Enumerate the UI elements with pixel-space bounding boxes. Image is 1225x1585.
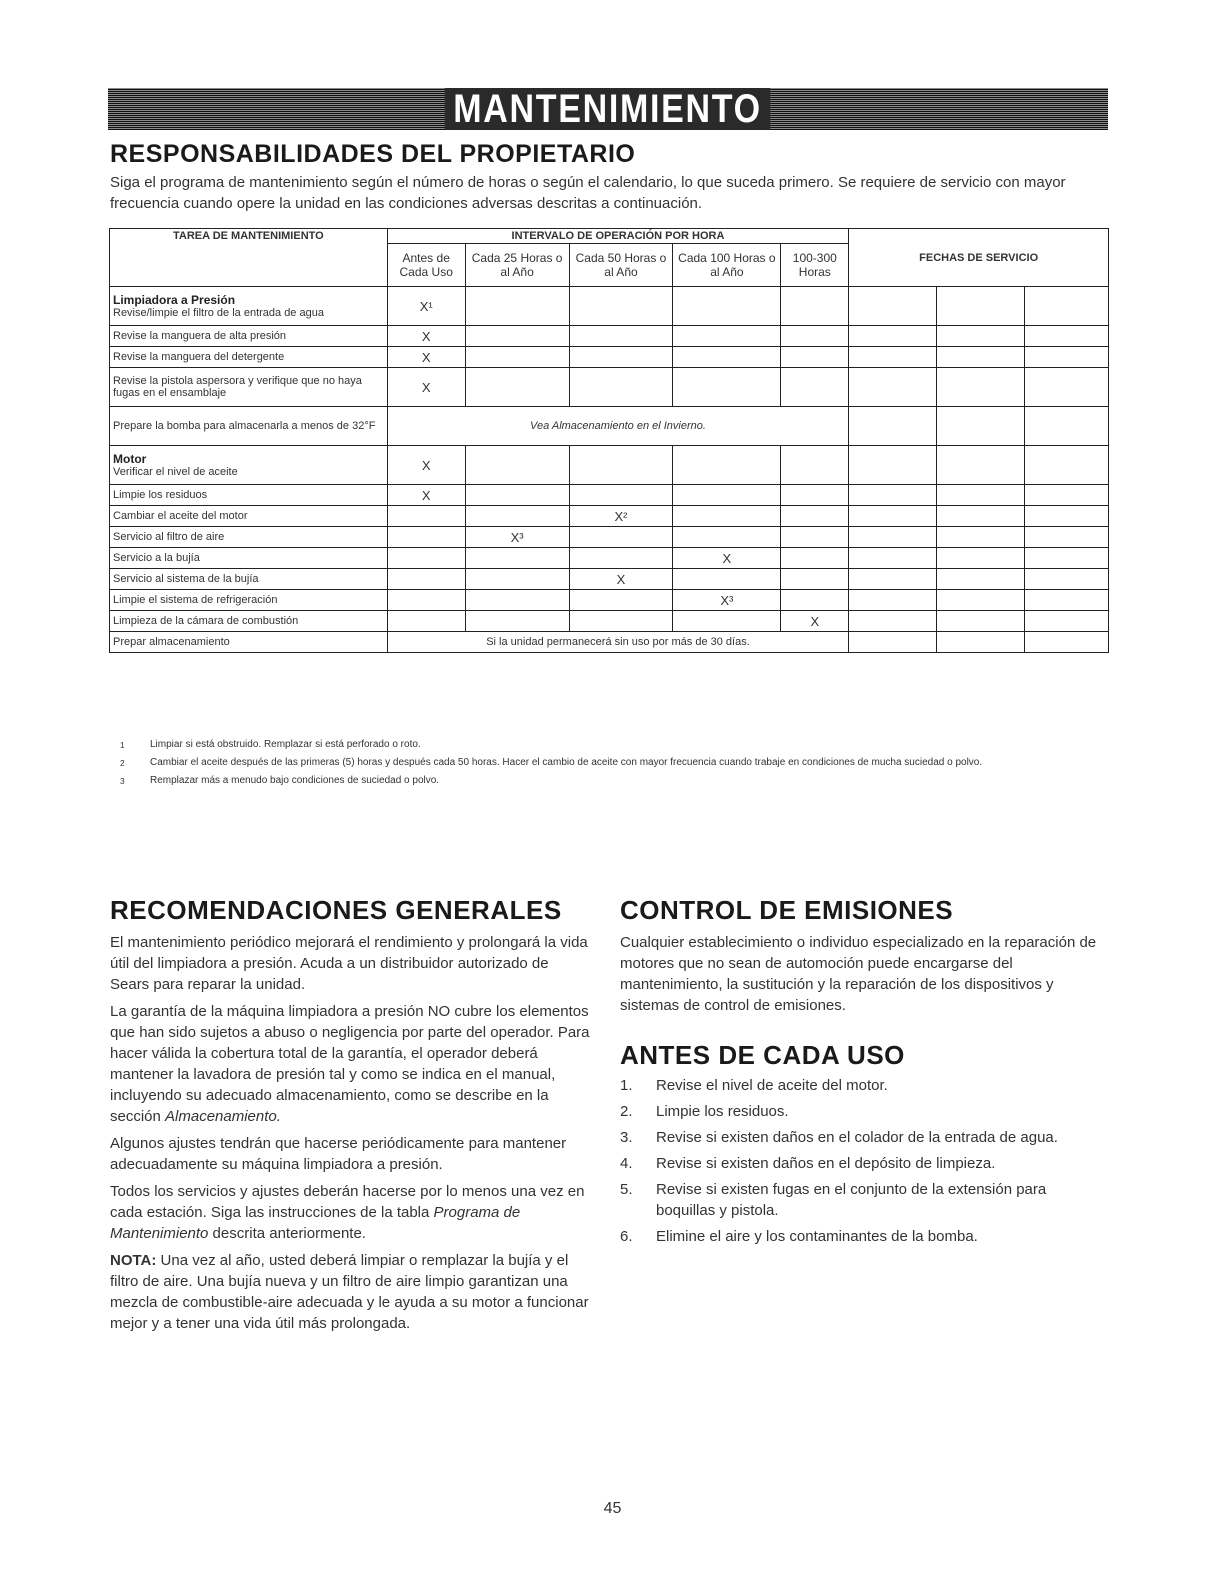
footnote-mark: 2 <box>120 758 125 768</box>
footnote-mark: 3 <box>120 776 125 786</box>
interval-mark-3 <box>569 527 673 548</box>
interval-mark-2 <box>465 506 569 527</box>
interval-mark-5 <box>781 548 849 569</box>
step-number: 4. <box>620 1155 633 1172</box>
footnote-mark: 1 <box>120 740 125 750</box>
service-date-cell <box>1025 485 1109 506</box>
step-number: 2. <box>620 1103 633 1120</box>
list-item <box>620 1179 1100 1221</box>
interval-mark-1: X <box>387 446 465 485</box>
interval-mark-4 <box>673 368 781 407</box>
task-label: Cambiar el aceite del motor <box>113 510 248 522</box>
task-cell <box>110 548 388 569</box>
service-date-cell <box>849 347 937 368</box>
interval-mark-3 <box>569 446 673 485</box>
interval-mark-3 <box>569 590 673 611</box>
service-date-cell <box>1025 632 1109 653</box>
interval-mark-4: X³ <box>673 590 781 611</box>
interval-header-5: 100-300 Horas <box>781 244 849 287</box>
interval-mark-1 <box>387 548 465 569</box>
service-date-cell <box>1025 590 1109 611</box>
task-label: Limpieza de la cámara de combustión <box>113 615 299 627</box>
table-row <box>110 326 1109 347</box>
interval-mark-1 <box>387 590 465 611</box>
footnote <box>120 774 1080 788</box>
service-date-cell <box>937 527 1025 548</box>
section-label: Limpiadora a Presión <box>113 293 236 307</box>
step-text: Revise si existen daños en el depósito de limpieza. <box>656 1155 996 1172</box>
service-date-cell <box>937 368 1025 407</box>
list-item <box>620 1075 1100 1096</box>
header-interval: INTERVALO DE OPERACIÓN POR HORA <box>387 229 849 244</box>
task-cell <box>110 611 388 632</box>
interval-mark-5 <box>781 590 849 611</box>
interval-mark-3: X² <box>569 506 673 527</box>
service-date-cell <box>849 527 937 548</box>
interval-mark-3 <box>569 611 673 632</box>
table-row <box>110 446 1109 485</box>
task-label: Prepare la bomba para almacenarla a menos de 32°F <box>113 420 376 432</box>
service-date-cell <box>849 446 937 485</box>
service-date-cell <box>937 347 1025 368</box>
task-cell <box>110 590 388 611</box>
table-row <box>110 287 1109 326</box>
task-cell <box>110 407 388 446</box>
table-row <box>110 611 1109 632</box>
table-row <box>110 347 1109 368</box>
interval-mark-2 <box>465 368 569 407</box>
step-text: Revise si existen fugas en el conjunto de la extensión para boquillas y pistola. <box>656 1181 1047 1219</box>
maintenance-schedule-table <box>109 228 1109 653</box>
before-each-use-list <box>620 1075 1100 1252</box>
list-item <box>620 1153 1100 1174</box>
service-date-cell <box>937 569 1025 590</box>
owner-responsibilities-heading: RESPONSABILIDADES DEL PROPIETARIO <box>110 140 636 168</box>
service-date-cell <box>849 326 937 347</box>
interval-mark-5: X <box>781 611 849 632</box>
task-cell <box>110 527 388 548</box>
list-item <box>620 1101 1100 1122</box>
service-date-cell <box>849 506 937 527</box>
task-label: Verificar el nivel de aceite <box>113 466 238 478</box>
task-label: Revise la manguera del detergente <box>113 351 285 363</box>
table-row <box>110 368 1109 407</box>
list-item <box>620 1226 1100 1247</box>
rec-paragraph-3: Algunos ajustes tendrán que hacerse periódicamente para mantener adecuadamente su máquina limpiadora a presión. <box>110 1135 567 1173</box>
service-date-cell <box>849 548 937 569</box>
span-note: Si la unidad permanecerá sin uso por más de 30 días. <box>387 632 849 653</box>
interval-mark-3 <box>569 326 673 347</box>
interval-mark-4 <box>673 611 781 632</box>
service-date-cell <box>937 287 1025 326</box>
interval-mark-3 <box>569 548 673 569</box>
service-date-cell <box>937 446 1025 485</box>
service-date-cell <box>849 407 937 446</box>
rec-paragraph-2: La garantía de la máquina limpiadora a presión NO cubre los elementos que han sido sujetos a abuso o negligencia por parte del operador. Para hacer válida la cobertura total de la garantía, el operador deberá mantener la lavadora de presión tal y como se indica en el manual, incluyendo su adecuado almacenamiento, como se describe en la sección Almacenamiento. <box>110 1003 590 1125</box>
section-banner <box>108 88 1108 130</box>
interval-mark-5 <box>781 485 849 506</box>
span-note: Vea Almacenamiento en el Invierno. <box>387 407 849 446</box>
step-text: Limpie los residuos. <box>656 1103 789 1120</box>
interval-mark-4 <box>673 326 781 347</box>
interval-mark-4 <box>673 347 781 368</box>
emissions-control-text: Cualquier establecimiento o individuo especializado en la reparación de motores que no sean de automoción puede encargarse del mantenimiento, la sustitución y la reparación de los dispositivos y sistemas de control de emisiones. <box>620 934 1097 1014</box>
task-label: Revise/limpie el filtro de la entrada de agua <box>113 307 324 319</box>
general-recommendations-heading: RECOMENDACIONES GENERALES <box>110 895 562 925</box>
task-cell <box>110 632 388 653</box>
interval-header-1: Antes de Cada Uso <box>387 244 465 287</box>
emissions-control-heading: CONTROL DE EMISIONES <box>620 895 954 925</box>
service-date-cell <box>937 326 1025 347</box>
table-header-row <box>110 229 1109 244</box>
interval-mark-1: X <box>387 347 465 368</box>
step-number: 5. <box>620 1181 633 1198</box>
step-text: Elimine el aire y los contaminantes de la bomba. <box>656 1228 978 1245</box>
step-number: 6. <box>620 1228 633 1245</box>
task-cell <box>110 506 388 527</box>
interval-mark-5 <box>781 506 849 527</box>
table-row <box>110 590 1109 611</box>
table-row <box>110 407 1109 446</box>
interval-mark-2 <box>465 611 569 632</box>
task-label: Revise la pistola aspersora y verifique que no haya fugas en el ensamblaje <box>113 375 362 399</box>
service-date-cell <box>1025 446 1109 485</box>
service-date-cell <box>1025 287 1109 326</box>
interval-mark-2 <box>465 548 569 569</box>
interval-mark-5 <box>781 347 849 368</box>
step-text: Revise el nivel de aceite del motor. <box>656 1077 888 1094</box>
service-date-cell <box>1025 548 1109 569</box>
header-task: TAREA DE MANTENIMIENTO <box>110 229 388 287</box>
table-row <box>110 548 1109 569</box>
interval-mark-5 <box>781 569 849 590</box>
before-each-use-heading: ANTES DE CADA USO <box>620 1040 905 1070</box>
task-label: Servicio a la bujía <box>113 552 200 564</box>
interval-mark-4 <box>673 569 781 590</box>
interval-mark-5 <box>781 446 849 485</box>
service-date-cell <box>1025 347 1109 368</box>
interval-mark-2 <box>465 326 569 347</box>
interval-mark-1 <box>387 506 465 527</box>
interval-mark-3 <box>569 347 673 368</box>
table-row <box>110 569 1109 590</box>
intro-paragraph: Siga el programa de mantenimiento según el número de horas o según el calendario, lo que suceda primero. Se requiere de servicio con mayor frecuencia cuando opere la unidad en las condiciones adversas descritas a continuación. <box>110 174 1066 212</box>
section-label: Motor <box>113 452 147 466</box>
table-row <box>110 485 1109 506</box>
interval-mark-4 <box>673 506 781 527</box>
interval-mark-4 <box>673 446 781 485</box>
table-row <box>110 632 1109 653</box>
task-label: Revise la manguera de alta presión <box>113 330 287 342</box>
task-label: Limpie el sistema de refrigeración <box>113 594 278 606</box>
task-cell <box>110 485 388 506</box>
task-label: Prepar almacenamiento <box>113 636 230 648</box>
interval-mark-1: X <box>387 485 465 506</box>
general-recommendations-body <box>110 932 590 1340</box>
interval-mark-3 <box>569 287 673 326</box>
service-date-cell <box>849 611 937 632</box>
interval-mark-3 <box>569 368 673 407</box>
service-date-cell <box>937 407 1025 446</box>
interval-mark-1: X <box>387 368 465 407</box>
interval-mark-2: X³ <box>465 527 569 548</box>
service-date-cell <box>937 485 1025 506</box>
service-date-cell <box>849 632 937 653</box>
interval-mark-4 <box>673 527 781 548</box>
footnotes <box>120 738 1080 792</box>
service-date-cell <box>937 506 1025 527</box>
interval-mark-5 <box>781 326 849 347</box>
task-label: Limpie los residuos <box>113 489 208 501</box>
table-row <box>110 506 1109 527</box>
service-date-cell <box>849 569 937 590</box>
interval-mark-2 <box>465 287 569 326</box>
service-date-cell <box>1025 506 1109 527</box>
service-date-cell <box>849 368 937 407</box>
footnote-text: Limpiar si está obstruido. Remplazar si está perforado o roto. <box>150 739 421 750</box>
header-service-dates: FECHAS DE SERVICIO <box>849 229 1109 287</box>
rec-paragraph-4: Todos los servicios y ajustes deberán hacerse por lo menos una vez en cada estación. Siga las instrucciones de la tabla Programa de Mantenimiento descrita anteriormente. <box>110 1183 585 1242</box>
list-item <box>620 1127 1100 1148</box>
interval-header-4: Cada 100 Horas o al Año <box>673 244 781 287</box>
task-cell <box>110 347 388 368</box>
service-date-cell <box>849 287 937 326</box>
step-text: Revise si existen daños en el colador de la entrada de agua. <box>656 1129 1058 1146</box>
interval-mark-2 <box>465 485 569 506</box>
service-date-cell <box>937 611 1025 632</box>
service-date-cell <box>1025 569 1109 590</box>
interval-mark-5 <box>781 368 849 407</box>
interval-mark-3: X <box>569 569 673 590</box>
interval-mark-3 <box>569 485 673 506</box>
task-cell <box>110 569 388 590</box>
interval-mark-5 <box>781 287 849 326</box>
interval-mark-1: X <box>387 326 465 347</box>
interval-mark-1 <box>387 569 465 590</box>
interval-mark-5 <box>781 527 849 548</box>
interval-mark-4 <box>673 287 781 326</box>
footnote <box>120 756 1080 770</box>
rec-note: NOTA: Una vez al año, usted deberá limpiar o remplazar la bujía y el filtro de aire. Una bujía nueva y un filtro de aire limpio garantizan una mezcla de combustible-aire adecuada y le ayuda a su motor a funcionar mejor y a tener una vida útil más prolongada. <box>110 1252 589 1332</box>
service-date-cell <box>937 590 1025 611</box>
service-date-cell <box>1025 326 1109 347</box>
task-label: Servicio al filtro de aire <box>113 531 225 543</box>
service-date-cell <box>849 590 937 611</box>
footnote <box>120 738 1080 752</box>
service-date-cell <box>849 485 937 506</box>
interval-header-3: Cada 50 Horas o al Año <box>569 244 673 287</box>
step-number: 1. <box>620 1077 633 1094</box>
interval-mark-4: X <box>673 548 781 569</box>
interval-mark-1 <box>387 527 465 548</box>
table-row <box>110 527 1109 548</box>
interval-mark-1: X¹ <box>387 287 465 326</box>
interval-mark-1 <box>387 611 465 632</box>
footnote-text: Cambiar el aceite después de las primeras (5) horas y después cada 50 horas. Hacer el cambio de aceite con mayor frecuencia cuando trabaje en condiciones de mucha suciedad o polvo. <box>150 757 983 768</box>
service-date-cell <box>1025 611 1109 632</box>
footnote-text: Remplazar más a menudo bajo condiciones de suciedad o polvo. <box>150 775 440 786</box>
task-label: Servicio al sistema de la bujía <box>113 573 259 585</box>
service-date-cell <box>937 632 1025 653</box>
service-date-cell <box>937 548 1025 569</box>
service-date-cell <box>1025 368 1109 407</box>
task-cell <box>110 368 388 407</box>
interval-mark-4 <box>673 485 781 506</box>
service-date-cell <box>1025 527 1109 548</box>
rec-paragraph-1: El mantenimiento periódico mejorará el rendimiento y prolongará la vida útil del limpiadora a presión. Acuda a un distribuidor autorizado de Sears para reparar la unidad. <box>110 934 588 993</box>
interval-mark-2 <box>465 569 569 590</box>
task-cell <box>110 287 388 326</box>
interval-header-2: Cada 25 Horas o al Año <box>465 244 569 287</box>
task-cell <box>110 326 388 347</box>
banner-title: MANTENIMIENTO <box>445 88 771 130</box>
step-number: 3. <box>620 1129 633 1146</box>
interval-mark-2 <box>465 590 569 611</box>
service-date-cell <box>1025 407 1109 446</box>
task-cell <box>110 446 388 485</box>
page-number: 45 <box>603 1500 622 1517</box>
interval-mark-2 <box>465 347 569 368</box>
interval-mark-2 <box>465 446 569 485</box>
